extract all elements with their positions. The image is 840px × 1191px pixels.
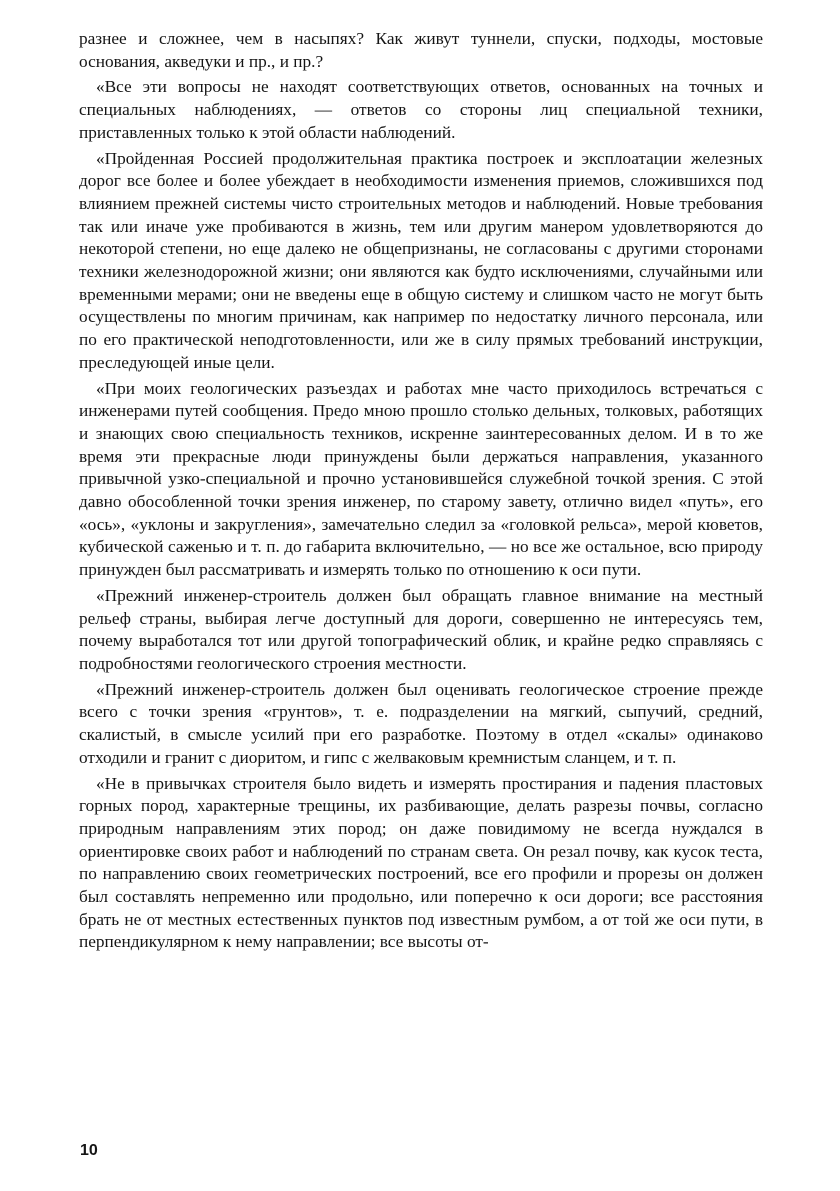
paragraph-7: «Не в привычках строителя было видеть и измерять простирания и падения пластовых горных пород, характерные трещины, их разбивающие, делать разрезы почвы, согласно природным направлениям этих пород; он даже повидимому не всегда нуждался в ориентировке своих работ и наблюдений по странам света. Он резал почву, как кусок теста, по направлению своих геометрических построений, все его профили и прорезы он должен был составлять непременно или продольно, или поперечно к оси дороги; все расстояния брать не от местных естественных пунктов под известным румбом, а от той же оси пути, в перпендикулярном к нему направлении; все высоты от- (79, 773, 763, 952)
paragraph-2: «Все эти вопросы не находят соответствующих ответов, основанных на точных и специальных наблюдениях, — ответов со стороны лиц специальной техники, приставленных только к этой области наблюдений. (79, 77, 763, 142)
paragraph-4: «При моих геологических разъездах и работах мне часто приходилось встречаться с инженерами путей сообщения. Предо мною прошло столько дельных, толковых, работящих и знающих свою специальность техников, искренне заинтересованных делом. И в то же время эти прекрасные люди принуждены были держаться направления, указанного привычной узко-специальной и прочно установившейся служебной точкой зрения. С этой давно обособленной точки зрения инженер, по старому завету, отлично видел «путь», его «ось», «уклоны и закругления», замечательно следил за «головкой рельса», мерой кюветов, кубической саженью и т. п. до габарита включительно, — но все же остальное, всю природу принужден был рассматривать и измерять только по отношению к оси пути. (79, 378, 763, 580)
paragraph-1: разнее и сложнее, чем в насыпях? Как живут туннели, спуски, подходы, мостовые основания, акведуки и пр., и пр.? (79, 29, 763, 71)
paragraph-5: «Прежний инженер-строитель должен был обращать главное внимание на местный рельеф страны, выбирая легче доступный для дороги, совершенно не интересуясь тем, почему выработался тот или другой топографический облик, и крайне редко справляясь с подробностями геологического строения местности. (79, 585, 763, 673)
page-number: 10 (80, 1142, 98, 1159)
paragraph-6: «Прежний инженер-строитель должен был оценивать геологическое строение прежде всего с точки зрения «грунтов», т. е. подразделении на мягкий, сыпучий, средний, скалистый, в смысле усилий при его разработке. Поэтому в отдел «скалы» одинаково отходили и гранит с диоритом, и гипс с желваковым кремнистым сланцем, и т. п. (79, 679, 763, 767)
paragraph-3: «Пройденная Россией продолжительная практика построек и эксплоатации железных дорог все более и более убеждает в необходимости изменения приемов, сложившихся под влиянием прежней системы чисто строительных методов и наблюдений. Новые требования так или иначе уже пробиваются в жизнь, тем или другим манером удовлетворяются до некоторой степени, но еще далеко не общепризнаны, не согласованы с другими сторонами техники железнодорожной жизни; они являются как будто исключениями, случайными или временными мерами; они не введены еще в общую систему и слишком часто не могут быть осуществлены по многим причинам, как например по недостатку личного персонала, или по его практической неподготовленности, или же в силу прямых требований инструкции, преследующей иные цели. (79, 148, 763, 372)
page-text-body (79, 28, 763, 954)
